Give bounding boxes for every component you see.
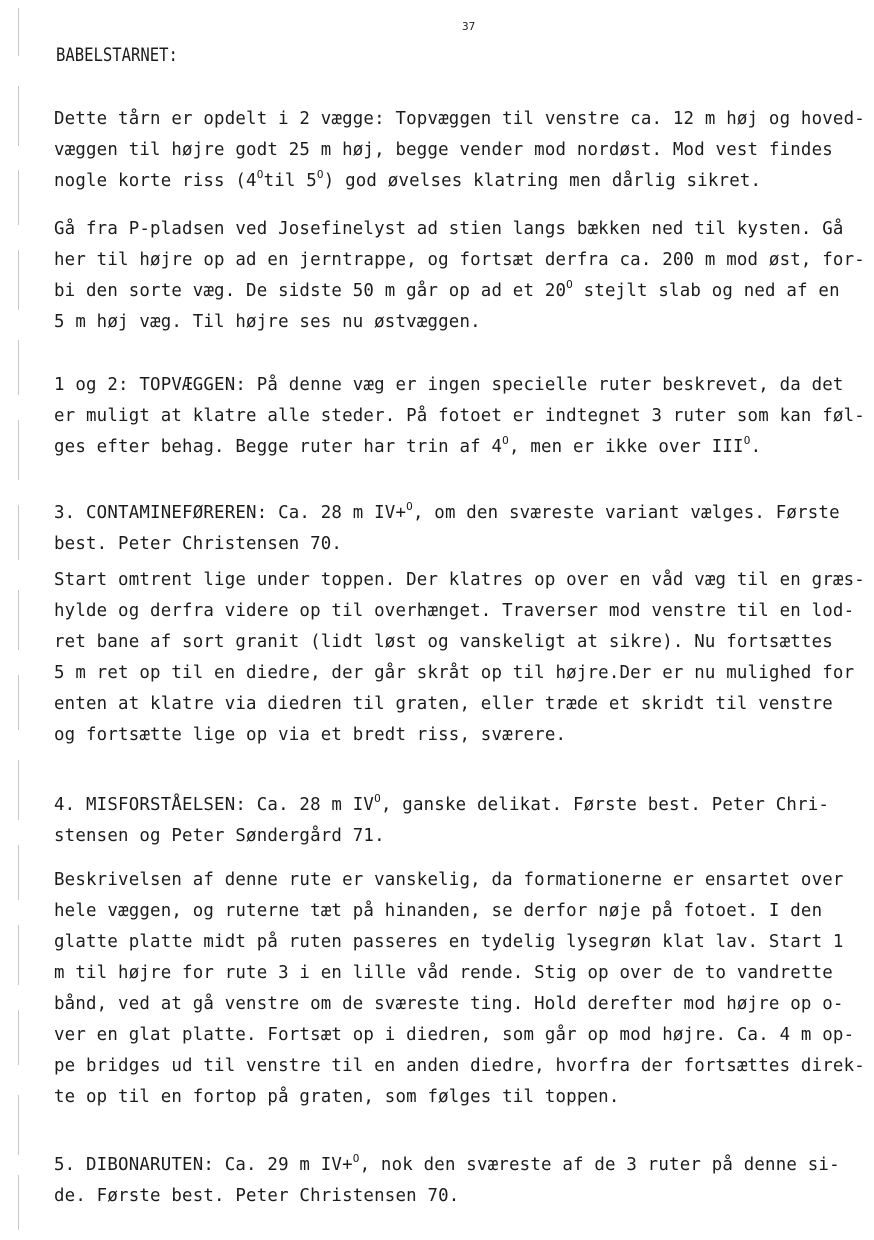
binding-hole-mark	[18, 170, 19, 225]
text-line	[54, 276, 865, 307]
text-segment: bånd, ved at gå venstre om de sværeste ting. Hold derefter mod højre op o-	[54, 994, 844, 1014]
text-line	[54, 821, 829, 852]
text-segment: 4. MISFORSTÅELSEN: Ca. 28 m IV	[54, 795, 375, 815]
paragraph-approach	[54, 214, 865, 338]
paragraph-intro	[54, 104, 865, 197]
text-segment: stejlt slab og ned af en	[573, 281, 840, 301]
text-line	[54, 790, 829, 821]
paragraph-route-4-heading	[54, 790, 829, 852]
text-line	[54, 529, 840, 560]
text-line	[54, 689, 865, 720]
text-segment: 5. DIBONARUTEN: Ca. 29 m IV+	[54, 1155, 353, 1175]
text-line	[54, 432, 865, 463]
binding-hole-mark	[18, 86, 19, 146]
degree-superscript: O	[743, 434, 751, 447]
text-line	[54, 1181, 840, 1212]
binding-hole-mark	[18, 675, 19, 730]
text-line	[54, 989, 865, 1020]
text-segment: m til højre for rute 3 i en lille våd rende. Stig op over de to vandrette	[54, 963, 833, 983]
text-line	[54, 214, 865, 245]
text-segment: væggen til højre godt 25 m høj, begge vender mod nordøst. Mod vest findes	[54, 140, 833, 160]
text-line	[54, 596, 865, 627]
text-segment: ret bane af sort granit (lidt løst og vanskeligt at sikre). Nu fortsættes	[54, 632, 833, 652]
text-segment: her til højre op ad en jerntrappe, og fortsæt derfra ca. 200 m mod øst, for-	[54, 250, 865, 270]
binding-hole-mark	[18, 590, 19, 650]
text-segment: ver en glat platte. Fortsæt op i diedren, som går op mod højre. Ca. 4 m op-	[54, 1025, 855, 1045]
binding-hole-mark	[18, 8, 19, 56]
text-segment: , nok den sværeste af de 3 ruter på denne si-	[359, 1155, 840, 1175]
text-segment: enten at klatre via diedren til graten, eller træde et skridt til venstre	[54, 694, 833, 714]
text-line	[54, 1150, 840, 1181]
text-segment: Beskrivelsen af denne rute er vanskelig, da formationerne er ensartet over	[54, 870, 844, 890]
text-segment: , men er ikke over III	[508, 437, 744, 457]
text-segment: Dette tårn er opdelt i 2 vægge: Topvæggen til venstre ca. 12 m høj og hoved-	[54, 109, 865, 129]
text-segment: Gå fra P-pladsen ved Josefinelyst ad stien langs bækken ned til kysten. Gå	[54, 219, 844, 239]
text-line	[54, 958, 865, 989]
degree-superscript: O	[374, 792, 381, 805]
text-line	[54, 896, 865, 927]
text-segment: 5 m høj væg. Til højre ses nu østvæggen.	[54, 312, 481, 332]
text-segment: de. Første best. Peter Christensen 70.	[54, 1186, 460, 1206]
page-title: BABELSTARNET:	[56, 44, 178, 66]
text-segment: nogle korte riss (4	[54, 171, 257, 191]
text-line	[54, 720, 865, 751]
text-segment: pe bridges ud til venstre til en anden diedre, hvorfra der fortsættes direk-	[54, 1056, 865, 1076]
text-segment: best. Peter Christensen 70.	[54, 534, 343, 554]
text-line	[54, 370, 865, 401]
text-line	[54, 658, 865, 689]
text-segment: stensen og Peter Søndergård 71.	[54, 826, 385, 846]
degree-superscript: O	[566, 278, 573, 291]
binding-hole-mark	[18, 925, 19, 985]
text-segment: te op til en fortop på graten, som følges til toppen.	[54, 1087, 620, 1107]
text-line	[54, 627, 865, 658]
text-line	[54, 565, 865, 596]
text-segment: hele væggen, og ruterne tæt på hinanden, se derfor nøje på fotoet. I den	[54, 901, 823, 921]
paragraph-route-3-description	[54, 565, 865, 751]
text-segment: 5 m ret op til en diedre, der går skråt op til højre.Der er nu mulighed for	[54, 663, 855, 683]
binding-hole-mark	[18, 1010, 19, 1065]
text-line	[54, 498, 840, 529]
page-number: 37	[462, 20, 476, 33]
degree-superscript: O	[316, 168, 324, 181]
text-segment: , om den sværeste variant vælges. Første	[412, 503, 840, 523]
text-segment: og fortsætte lige op via et bredt riss, sværere.	[54, 725, 567, 745]
text-line	[54, 927, 865, 958]
text-line	[54, 401, 865, 432]
text-segment: 3. CONTAMINEFØREREN: Ca. 28 m IV+	[54, 503, 407, 523]
binding-hole-mark	[18, 420, 19, 480]
text-segment: til 5	[263, 171, 317, 191]
text-line	[54, 104, 865, 135]
text-line	[54, 245, 865, 276]
binding-hole-mark	[18, 250, 19, 310]
degree-superscript: O	[406, 500, 413, 513]
paragraph-route-5-heading	[54, 1150, 840, 1212]
text-segment: glatte platte midt på ruten passeres en tydelig lysegrøn klat lav. Start 1	[54, 932, 844, 952]
paragraph-route-4-description	[54, 865, 865, 1113]
text-line	[54, 166, 865, 197]
text-segment: 1 og 2: TOPVÆGGEN: På denne væg er ingen specielle ruter beskrevet, da det	[54, 375, 844, 395]
binding-hole-mark	[18, 505, 19, 560]
text-line	[54, 1082, 865, 1113]
degree-superscript: O	[502, 434, 509, 447]
text-segment: hylde og derfra videre op til overhænget. Traverser mod venstre til en lod-	[54, 601, 855, 621]
text-line	[54, 865, 865, 896]
paragraph-route-3-heading	[54, 498, 840, 560]
text-segment: ges efter behag. Begge ruter har trin af 4	[54, 437, 503, 457]
degree-superscript: O	[256, 168, 264, 181]
text-line	[54, 1020, 865, 1051]
text-segment: , ganske delikat. Første best. Peter Chri-	[380, 795, 830, 815]
text-segment: er muligt at klatre alle steder. På fotoet er indtegnet 3 ruter som kan føl-	[54, 406, 865, 426]
text-line	[54, 1051, 865, 1082]
paragraph-route-1-2	[54, 370, 865, 463]
binding-hole-mark	[18, 1175, 19, 1230]
text-segment: ) god øvelses klatring men dårlig sikret.	[323, 171, 762, 191]
text-line	[54, 135, 865, 166]
text-segment: bi den sorte væg. De sidste 50 m går op ad et 20	[54, 281, 567, 301]
degree-superscript: O	[352, 1152, 360, 1165]
binding-hole-mark	[18, 760, 19, 820]
text-segment: .	[750, 437, 762, 457]
binding-hole-mark	[18, 1095, 19, 1155]
binding-hole-mark	[18, 845, 19, 900]
binding-hole-mark	[18, 340, 19, 395]
text-line	[54, 307, 865, 338]
text-segment: Start omtrent lige under toppen. Der klatres op over en våd væg til en græs-	[54, 570, 865, 590]
